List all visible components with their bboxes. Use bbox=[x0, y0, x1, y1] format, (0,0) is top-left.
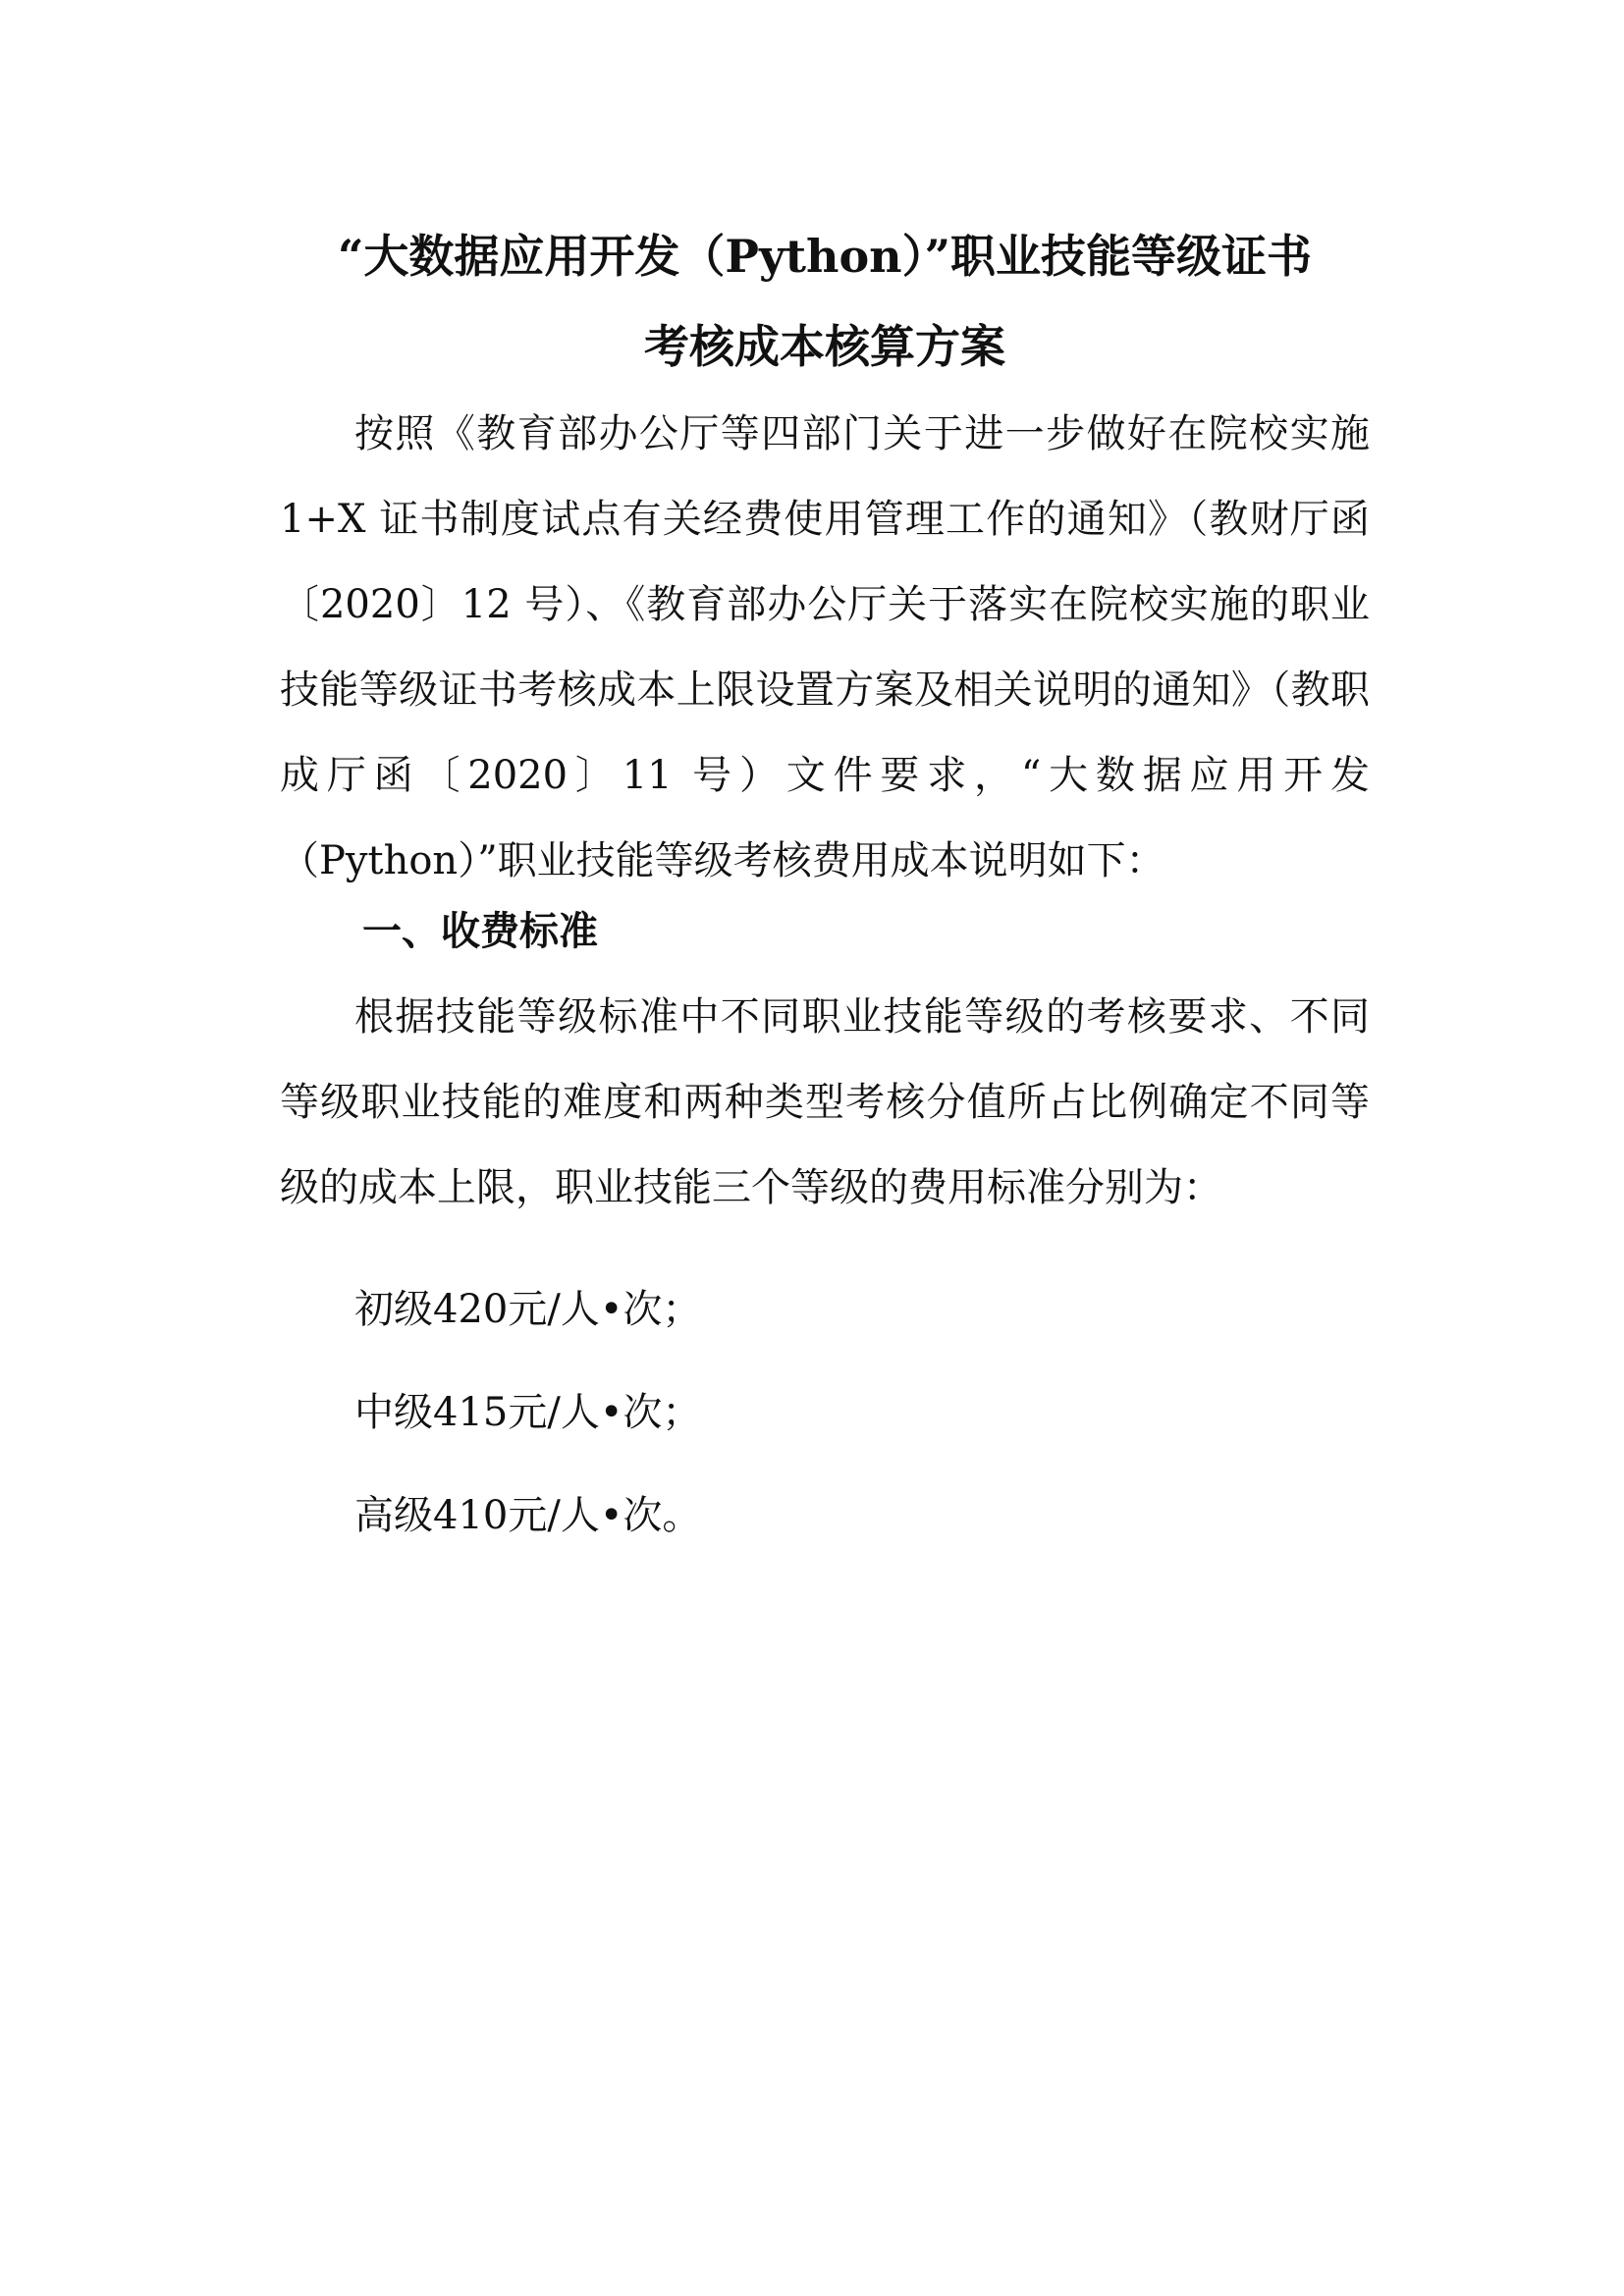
fee-standard-paragraph: 根据技能等级标准中不同职业技能等级的考核要求、不同等级职业技能的难度和两种类型考核分值所占比例确定不同等级的成本上限，职业技能三个等级的费用标准分别为： bbox=[280, 994, 1370, 1210]
intro-paragraph: 按照《教育部办公厅等四部门关于进一步做好在院校实施1+X 证书制度试点有关经费使用管理工作的通知》（教财厅函〔2020〕12 号）、《教育部办公厅关于落实在院校实施的职业技能等级证书考核成本上限设置方案及相关说明的通知》（教职成厅函〔2020〕11 号）文件要求，“大数据应用开发（Python）”职业技能等级考核费用成本说明如下： bbox=[280, 411, 1370, 883]
fee-item-intermediate: 中级415元/人•次； bbox=[354, 1390, 702, 1435]
fee-list bbox=[280, 1258, 1370, 1568]
fee-item-senior: 高级410元/人•次。 bbox=[354, 1493, 702, 1538]
fee-item-junior: 初级420元/人•次； bbox=[354, 1287, 702, 1332]
document-title-line-1: “大数据应用开发（Python）”职业技能等级证书 bbox=[337, 230, 1313, 283]
document-title-line-2: 考核成本核算方案 bbox=[644, 320, 1005, 373]
document-body bbox=[280, 211, 1370, 1568]
section-heading-fee-standard: 一、收费标准 bbox=[362, 908, 598, 954]
